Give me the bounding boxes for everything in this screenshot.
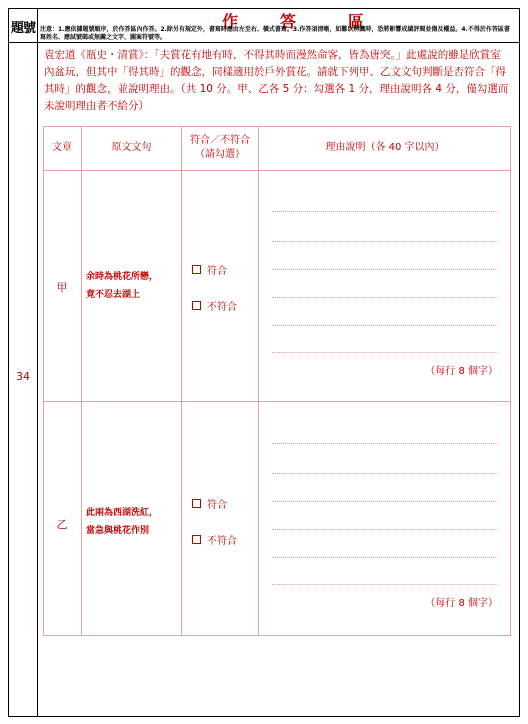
header-text: 文章 [52,142,72,153]
checkbox-nonconform-jia[interactable] [192,298,237,313]
answer-line[interactable] [272,297,498,298]
table-row-divider [43,401,511,402]
column-divider [37,8,38,717]
original-line: 竟不忍去湖上 [86,290,141,300]
question-number: 34 [16,370,30,383]
checkbox-conform-jia[interactable] [192,262,227,277]
checkbox-icon[interactable] [192,265,201,274]
answer-line[interactable] [272,443,498,444]
table-col-divider [258,126,259,636]
title-char-2: 答 [280,12,297,31]
table-header-divider [43,170,511,171]
title-char-1: 作 [222,12,239,31]
original-text-jia [86,268,180,304]
checkbox-icon[interactable] [192,499,201,508]
original-line: 此兩為西湖洗紅， [86,508,159,518]
row-label-yi: 乙 [56,518,68,531]
answer-area-title [150,9,450,31]
header-divider [8,42,520,43]
table-col-divider [181,126,182,636]
option-label: 不符合 [207,536,237,547]
answer-line[interactable] [272,529,498,530]
header-original: 原文文句 [111,142,152,153]
line-count-note-yi: （每行 8 個字） [425,598,498,609]
header-reason: 理由說明（各 40 字以內） [325,142,445,153]
option-label: 不符合 [207,302,237,313]
original-line: 余時為桃花所戀， [86,272,159,282]
original-line: 當急與桃花作別 [86,526,150,536]
header-judge: 符合／不符合 （請勾選） [190,135,250,160]
answer-line[interactable] [272,584,498,585]
reason-lines-yi[interactable] [272,418,498,598]
question-prompt: 袁宏道《瓶史・清賞》：「夫賞花有地有時，不得其時而漫然命客，皆為唐突。」此處說的雖是欣賞室內盆玩，但其中「得其時」的觀念，同樣適用於戶外賞花。請就下列甲、乙文文句判斷是否符合「得其時」的觀念，並說明理由。（共 10 分。甲、乙各 5 分：勾選各 1 分，理由說明各 4 分，僅勾選而未說明理由者不給分） [44,49,509,112]
answer-line[interactable] [272,211,498,212]
row-label-jia: 甲 [56,281,68,294]
answer-line[interactable] [272,352,498,353]
answer-line[interactable] [272,473,498,474]
answer-line[interactable] [272,501,498,502]
answer-line[interactable] [272,557,498,558]
line-count-note-jia: （每行 8 個字） [425,366,498,377]
checkbox-icon[interactable] [192,535,201,544]
answer-line[interactable] [272,325,498,326]
option-label: 符合 [207,266,227,277]
answer-line[interactable] [272,241,498,242]
answer-line[interactable] [272,269,498,270]
checkbox-nonconform-yi[interactable] [192,532,237,547]
original-text-yi [86,504,180,540]
reason-lines-jia[interactable] [272,186,498,366]
title-char-3: 區 [348,12,365,31]
question-number-header: 題號 [10,20,35,36]
instructions-notes: 注意：1.應依據題號順序，於作答區內作答。2.除另有規定外，書寫時應由左至右、橫式書寫。3.作答須清晰，如難以辨識時，恐將影響成績評閱並傷及權益。4.不得於作答區書寫姓名、應試號碼或無關之文字、圖案符號等。 [40,26,510,41]
checkbox-icon[interactable] [192,301,201,310]
checkbox-conform-yi[interactable] [192,496,227,511]
table-col-divider [81,126,82,636]
option-label: 符合 [207,500,227,511]
